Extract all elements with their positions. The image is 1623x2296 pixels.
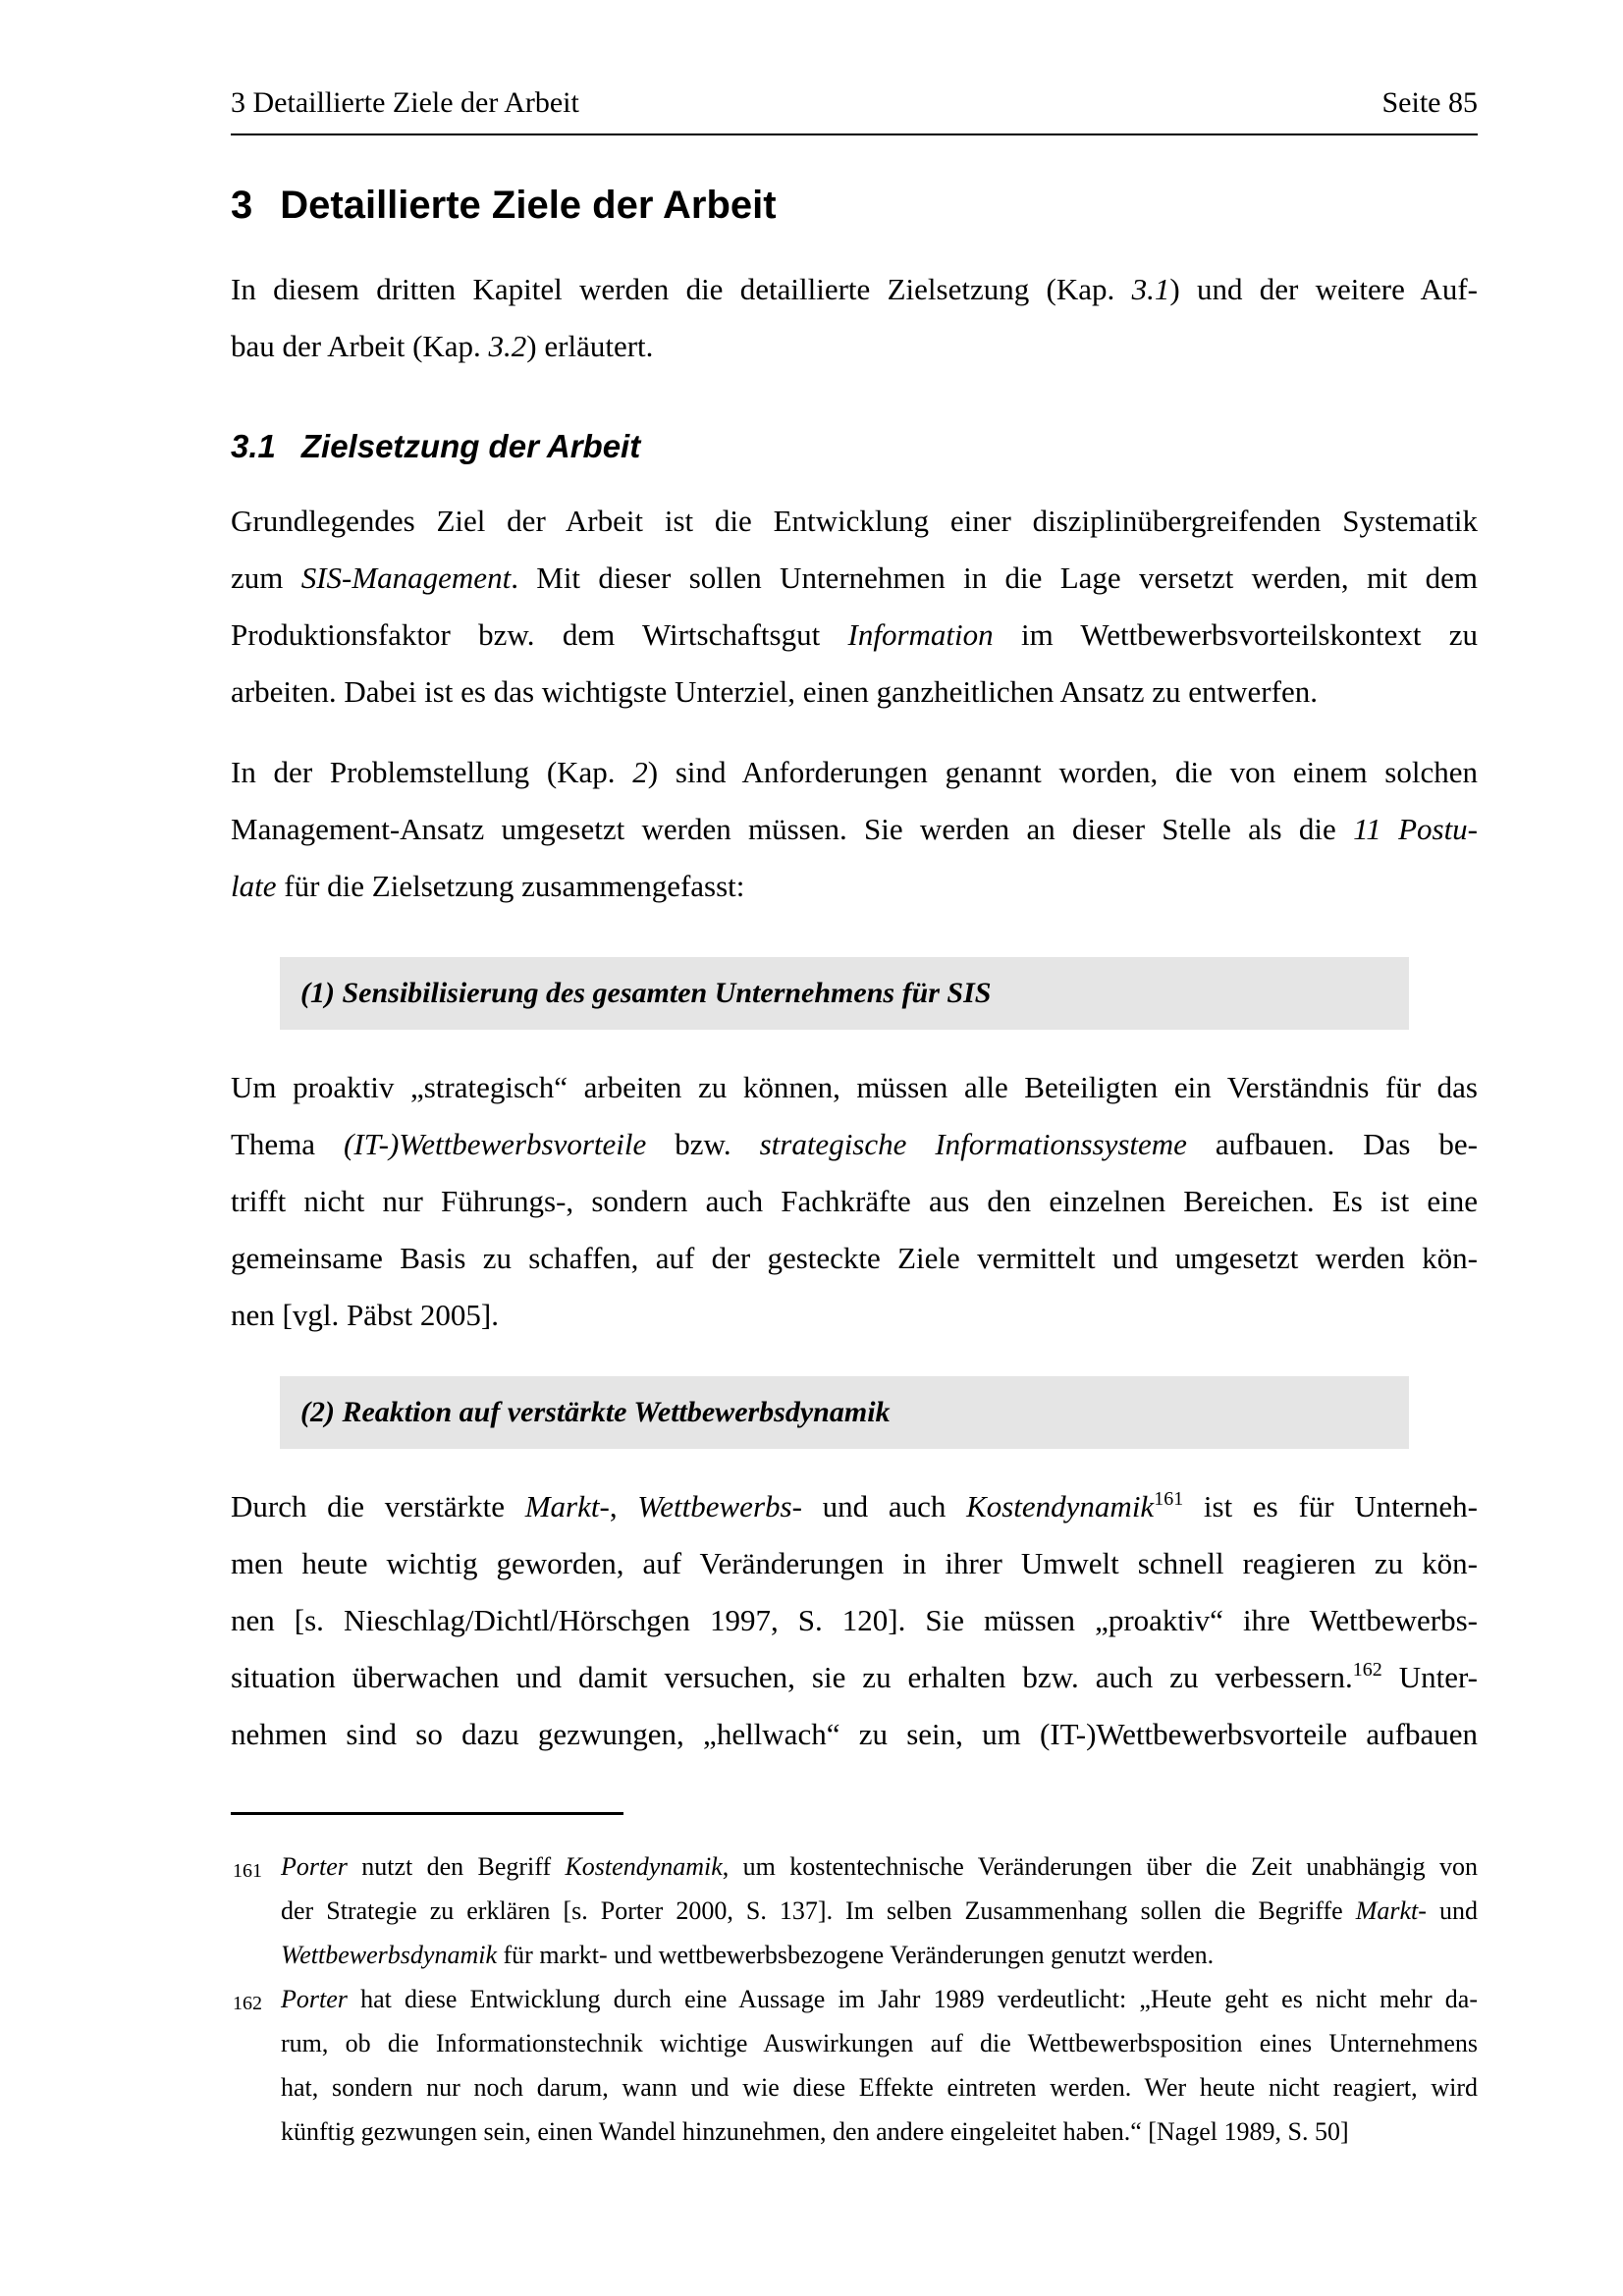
text-line: situation überwachen und damit versuchen, sie zu erhalten bzw. auch zu verbessern.$^{162}$ Unter-: [231, 1659, 1478, 1694]
footnote-line: Porter nutzt den Begriff Kostendynamik, um kostentechnische Veränderungen über die Zeit unabhängig von: [281, 1852, 1479, 1881]
footnote-line: Porter hat diese Entwicklung durch eine Aussage im Jahr 1989 verdeutlicht: „Heute geht es nicht mehr da-: [281, 1985, 1478, 2013]
page-content: [231, 0, 1478, 1763]
running-header-right: Seite 85: [1381, 86, 1478, 119]
text-line: Grundlegendes Ziel der Arbeit ist die Entwicklung einer disziplinübergreifenden Systematik: [231, 504, 1478, 538]
footnote-area: [231, 1812, 1478, 2154]
text-line: arbeiten. Dabei ist es das wichtigste Unterziel, einen ganzheitlichen Ansatz zu entwerfen.: [231, 674, 1318, 709]
footnote-line: künftig gezwungen sein, einen Wandel hinzunehmen, den andere eingeleitet haben.“ [Nagel 1989, S. 50]: [281, 2117, 1349, 2146]
text-line: Thema (IT-)Wettbewerbsvorteile bzw. strategische Informationssysteme aufbauen. Das be-: [231, 1127, 1478, 1161]
postulate-1-label: (1) Sensibilisierung des gesamten Unternehmens für SIS: [300, 977, 992, 1009]
paragraph-postulates-intro: [231, 744, 1478, 915]
footnote-ref: 161: [1154, 1488, 1184, 1510]
text-line: nen [vgl. Päbst 2005].: [231, 1298, 499, 1332]
text-line: In diesem dritten Kapitel werden die detaillierte Zielsetzung (Kap. 3.1) und der weitere Auf-: [231, 272, 1478, 306]
footnote-line: der Strategie zu erklären [s. Porter 2000, S. 137]. Im selben Zusammenhang sollen die Begriffe Markt- und: [281, 1896, 1478, 1925]
running-header-left: 3 Detaillierte Ziele der Arbeit: [231, 86, 579, 119]
footnote-number: 162: [233, 1993, 262, 2014]
postulate-2-label: (2) Reaktion auf verstärkte Wettbewerbsdynamik: [300, 1396, 891, 1428]
text-line: trifft nicht nur Führungs-, sondern auch Fachkräfte aus den einzelnen Bereichen. Es ist eine: [231, 1184, 1478, 1218]
postulate-box-2: [280, 1376, 1409, 1449]
footnote-162: [231, 1977, 1478, 2154]
paragraph-postulate-2: [231, 1478, 1478, 1763]
text-line: Management-Ansatz umgesetzt werden müssen. Sie werden an dieser Stelle als die 11 Postu-: [231, 812, 1478, 846]
footnotes: [231, 1844, 1478, 2154]
text-line: nehmen sind so dazu gezwungen, „hellwach“ zu sein, um (IT-)Wettbewerbsvorteile aufbauen: [231, 1717, 1478, 1751]
text-line: In der Problemstellung (Kap. 2) sind Anforderungen genannt worden, die von einem solchen: [231, 755, 1478, 789]
text-line: gemeinsame Basis zu schaffen, auf der gesteckte Ziele vermittelt und umgesetzt werden kön-: [231, 1241, 1478, 1275]
text-line: zum SIS-Management. Mit dieser sollen Unternehmen in die Lage versetzt werden, mit dem: [231, 561, 1478, 595]
footnote-line: rum, ob die Informationstechnik wichtige Auswirkungen auf die Wettbewerbsposition eines Unternehmens: [281, 2029, 1478, 2057]
footnote-161: [231, 1844, 1478, 1977]
footnote-number: 161: [233, 1860, 262, 1882]
paragraph-postulate-1: [231, 1059, 1478, 1344]
chapter-title: Detaillierte Ziele der Arbeit: [280, 184, 777, 227]
header-rule: [231, 133, 1478, 135]
running-header: [231, 0, 1478, 120]
text-line: Produktionsfaktor bzw. dem Wirtschaftsgut Information im Wettbewerbsvorteilskontext zu: [231, 617, 1478, 652]
section-title: Zielsetzung der Arbeit: [300, 428, 641, 464]
text-line: bau der Arbeit (Kap. 3.2) erläutert.: [231, 329, 654, 363]
paragraph-goal: [231, 493, 1478, 721]
footnote-line: hat, sondern nur noch darum, wann und wie diese Effekte eintreten werden. Wer heute nicht reagiert, wird: [281, 2073, 1478, 2102]
text-line: men heute wichtig geworden, auf Veränderungen in ihrer Umwelt schnell reagieren zu kön-: [231, 1546, 1478, 1580]
footnote-ref: 162: [1352, 1659, 1382, 1681]
text-line: nen [s. Nieschlag/Dichtl/Hörschgen 1997, S. 120]. Sie müssen „proaktiv“ ihre Wettbewerbs-: [231, 1603, 1478, 1637]
footnote-line: Wettbewerbsdynamik für markt- und wettbewerbsbezogene Veränderungen genutzt werden.: [281, 1941, 1215, 1969]
footnote-rule: [231, 1812, 623, 1815]
text-line: Durch die verstärkte Markt-, Wettbewerbs- und auch Kostendynamik$^{161}$ ist es für Unterneh-: [231, 1488, 1478, 1523]
chapter-heading: [231, 183, 1478, 228]
text-line: Um proaktiv „strategisch“ arbeiten zu können, müssen alle Beteiligten ein Verständnis für das: [231, 1070, 1478, 1104]
paragraph-intro: [231, 261, 1478, 375]
section-heading: [231, 426, 1478, 467]
section-number: 3.1: [231, 428, 276, 464]
text-line: late für die Zielsetzung zusammengefasst:: [231, 869, 745, 903]
chapter-number: 3: [231, 184, 253, 227]
postulate-box-1: [280, 957, 1409, 1030]
